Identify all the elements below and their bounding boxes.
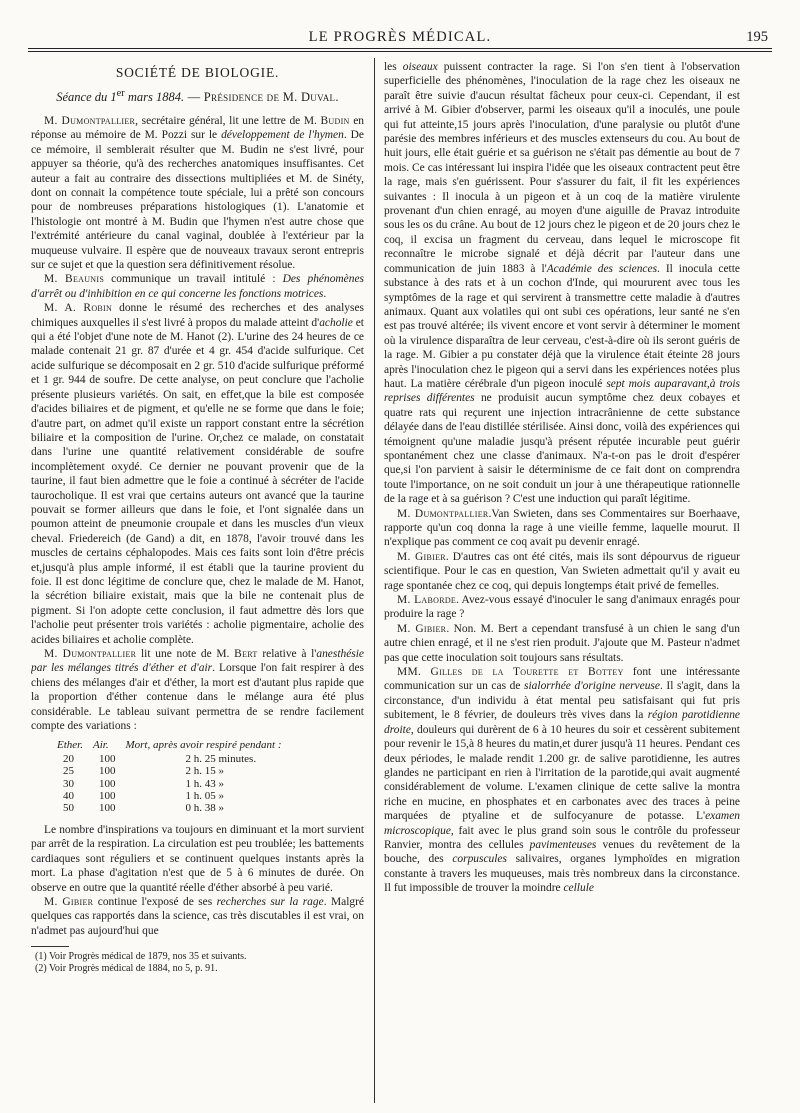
text-run: lit une note de M.: [136, 648, 235, 660]
table-row: [57, 778, 292, 790]
text-run: puissent contracter la rage. Si l'on s'en tient à l'observation superficielle des phénomènes, l'inoculation de la rage chez les oiseaux ne paraît être suivie d'aucun résultat fâcheux pour ceux-ci. Cependant, il est arrivé à M. Gibier d'observer, parmi les oiseaux qu'il a inoculés, une poule qui fut atteinte,15 jours après l'inoculation, d'une paralysie ou plutôt d'une parésie des membres inférieurs et des muscles extenseurs du cou. Au bout de huit jours, elle était guérie et sa guérison ne s'était pas démentie au bout de 7 mois. Ce cas intéressant lui inspira l'idée que les oiseaux contractent peut être la rage, mais s'en guérissent. Pour s'assurer du fait, il fit les expériences suivantes : Il inocula à un pigeon et à un coq de la matière virulente provenant d'un chien enragé, au moyen d'une aiguille de Pravaz introduite sous les os du crâne. Au bout de 12 jours chez le pigeon et de 20 jours chez le coq, il excisa un fragment du cerveau, dans lequel le microscope fit reconnaître le microbe signalé et déjà décrit par l'auteur dans une communication de juin 1883 à l': [384, 61, 740, 275]
paragraph-dumontpallier-swieten: [384, 507, 740, 550]
speaker-name: M. Laborde: [397, 594, 457, 607]
text-run: .: [323, 287, 327, 300]
text-run: . Lorsque l'on fait respirer à des chiens des mélanges d'air et d'éther, la mort est d'autant plus rapide que la proportion d'éther contenue dans le mélange aura été plus considérable. Le tableau suivant permettra de se rendre facilement compte des variations :: [31, 662, 364, 733]
table-cell: 100: [98, 777, 116, 790]
seance-line: [31, 87, 364, 105]
seance-date: mars 1884.: [124, 90, 185, 105]
text-run: , secrétaire général, lit une lettre de M.: [135, 114, 321, 127]
italic-term: oiseaux: [402, 61, 438, 73]
text-run: . Il s'agit, dans la circonstance, d'un individu à état mental peu satisfaisant qui fut pris subitement, le 8 février, de douleurs très vives dans la: [384, 680, 740, 722]
paragraph-sialorrhee: [384, 665, 740, 896]
text-run: . Malgré quelques cas rapportés dans la science, cas très discutables il est vrai, on n'admet pas aujourd'hui que: [31, 895, 364, 937]
text-run: en réponse au mémoire de M. Pozzi sur le: [31, 114, 364, 142]
italic-term: région parotidienne droite: [384, 709, 740, 736]
table-cell: 100: [98, 790, 116, 803]
table-cell: 40: [63, 790, 74, 803]
section-title: SOCIÉTÉ DE BIOLOGIE.: [115, 65, 280, 80]
speaker-name: M. Gibier: [44, 895, 94, 908]
text-run: , fait avec le plus grand soin sous le contrôle du professeur Ranvier, montra des cellules: [384, 824, 740, 851]
speaker-name: M. Gibier: [397, 622, 447, 635]
table-cell: 50: [63, 802, 74, 815]
italic-title: développement de l'hymen: [221, 129, 344, 142]
speaker-name: MM. Gilles de la Tourette et Bottey: [397, 666, 624, 679]
paragraph-gibier-reply: [384, 550, 740, 593]
text-run: continue l'exposé de ses: [93, 895, 217, 908]
table-cell: 2 h. 25 minutes.: [185, 752, 257, 765]
text-run: . D'autres cas ont été cités, mais ils sont dépourvus de rigueur scientifique. Pour le cas en question, Van Swieten admettait qu'il y avait eu rage spontanée chez ce coq, qui depuis longtemps était privé de femelles.: [384, 550, 740, 592]
paragraph-beaunis: [31, 272, 364, 301]
paragraph-dumontpallier-budin: [31, 114, 364, 272]
table-cell: 0 h. 38 »: [185, 802, 224, 815]
page-number: 195: [746, 29, 768, 45]
italic-term: examen microscopique: [384, 810, 740, 837]
ether-table: [57, 739, 292, 814]
speaker-name: M. Dumontpallier: [44, 114, 136, 127]
text-run: salivaires, organes lymphoïdes en migration constante à travers les muqueuses, mais très nombreux dans la circonstance. Il fut impossible de trouver la moindre: [384, 853, 740, 895]
table-row: [57, 790, 292, 802]
table-header-row: [57, 739, 292, 752]
paragraph-dumontpallier-bert: [31, 647, 364, 733]
text-run: venues du revêtement de la bouche, des: [384, 838, 740, 866]
speaker-name: M. Dumontpallier: [44, 648, 137, 660]
footnote-1: (1) Voir Progrès médical de 1879, nos 35 et suivants.: [35, 951, 247, 963]
speaker-name: M. A. Robin: [44, 302, 113, 315]
italic-term: corpuscules: [452, 853, 507, 866]
table-cell: 100: [98, 765, 116, 778]
paragraph-gibier-rage: [31, 895, 364, 938]
seance-prefix: Séance du 1: [56, 90, 117, 105]
paragraph-rage-oiseaux: [384, 60, 740, 507]
table-cell: 100: [98, 802, 116, 815]
italic-term: Académie des sciences: [546, 262, 658, 275]
text-run: les: [384, 61, 403, 73]
table-header: Ether.: [57, 739, 83, 752]
text-run: donne le résumé des recherches et des analyses chimiques auxquelles il s'est livré à propos du malade atteint d': [31, 302, 364, 329]
italic-title: anesthésie par les mélanges titrés d'éther et d'air: [31, 648, 364, 675]
table-cell: 100: [98, 752, 116, 765]
left-column: [31, 60, 364, 1100]
paragraph-laborde: [384, 593, 740, 622]
table-header: Mort, après avoir respiré pendant :: [125, 739, 282, 752]
italic-term: acholie: [319, 316, 353, 329]
text-run: relative à l': [257, 648, 317, 660]
speaker-name: M. Gibier: [397, 550, 446, 563]
table-row: [57, 753, 292, 765]
paragraph-inspirations: Le nombre d'inspirations va toujours en diminuant et la mort survient par arrêt de la respiration. La circulation est peu troublée; les battements cardiaques sont réguliers et se continuent quelques instants après la mort. La phase d'agitation n'est que de 5 à 6 minutes de durée. On observe en outre que la quantité réelle d'éther absorbé à peu varié.: [31, 823, 364, 894]
header-rule-thick: [28, 48, 772, 49]
table-cell: 2 h. 15 »: [185, 765, 224, 778]
text-run: . Avez-vous essayé d'inoculer le sang d'animaux enragés pour produire la rage ?: [384, 594, 740, 621]
table-cell: 30: [63, 777, 74, 790]
italic-term: sept mois auparavant,à trois reprises différentes: [384, 377, 740, 405]
paragraph-robin: [31, 301, 364, 647]
table-cell: 1 h. 05 »: [185, 790, 224, 803]
table-header: Air.: [92, 739, 109, 752]
italic-title: recherches sur la rage: [216, 895, 324, 908]
table-cell: 20: [63, 752, 74, 765]
person-name: Budin: [320, 114, 350, 127]
text-run: communique un travail intitulé :: [104, 273, 283, 286]
table-cell: 25: [63, 765, 74, 778]
text-run: , douleurs qui durèrent de 6 à 10 heures du soir et cessèrent subitement pour revenir le 15,à 8 heures du matin,et durer jusqu'à 11 heures. Pendant ces deux périodes, le malade rendit 1.200 gr. de salive parotidienne, les autres glandes ne participant en rien à l'irritation de la parotide,qui avait augmenté considérablement de volume. L'examen clinique de cette salive la montra riche en mucine, en phosphates et en carbonates avec des traces à peine marquées de ptyaline et de sulfocyanure de potasse. L': [384, 723, 740, 823]
italic-term: cellule: [563, 882, 594, 895]
running-title: LE PROGRÈS MÉDICAL.: [308, 29, 492, 45]
table-row: [57, 765, 292, 777]
italic-title: Des phénomènes d'arrêt ou d'inhibition en ce qui concerne les fonctions motrices: [31, 273, 364, 300]
text-run: . Non. M. Bert a cependant transfusé à un chien le sang d'un autre chien enragé, et il ne s'est rien produit. J'ajoute que M. Pasteur n'admet pas que cette inoculation soit toujours sans résultats.: [384, 622, 740, 664]
footnote-2: (2) Voir Progrès médical de 1884, no 5, p. 91.: [35, 963, 218, 975]
italic-title: sialorrhée d'origine nerveuse: [524, 680, 660, 693]
right-column: [384, 60, 740, 1105]
text-run: et qui a été l'objet d'une note de M. Hanot (2). L'urine des 24 heures de ce malade contenait 21 gr. 87 d'urée et 4 gr. 454 d'acide sulfurique. Cet acide sulfurique se décomposait en 2 gr. 510 d'acide sulfurique préformé et 1 gr. 944 de soufre. De cette analyse, on peut conclure que l'acholie présente plusieurs variétés. On sait, en effet,que la bile est composée d'acides biliaires et de pigment, et qu'elle ne se forme que dans le foie; d'autre part, on admet qu'il existe un rapport constant entre la sécrétion biliaire et la composition de l'urine. Or,chez ce malade, on constatait dans l'urine une quantité relativement considérable de soufre incomplètement oxydé. Ce dernier ne pouvant provenir que de la taurine, il faut bien admettre que le foie a continué à sécréter de l'acide taurocholique. Il est vrai que certains auteurs ont avancé que la taurine pouvait se former ailleurs que dans le foie, et l'ont signalée dans un poumon atteint de pneumonie croupale et dans les muscles d'un vieux cheval. Friedereich (de Gand) a dit, en 1878, l'avoir trouvé dans les muscles de certains céphalopodes. Mais ces faits sont loin d'être précis et,jusqu'à plus ample informé, il est établi que la taurine provient du foie. Il est donc légitime de conclure que, chez le malade de M. Hanot, la sécrétion biliaire existait, mais que la bile ne contenait plus de pigment. Si l'on adopte cette conclusion, il faut admettre dès lors que l'acholie peut présenter trois variétés : acholie pigmentaire, acholie des acides biliaires et acholie complète.: [31, 316, 364, 646]
text-run: .Van Swieten, dans ses Commentaires sur Boerhaave, rapporte qu'un coq donna la rage à une vieille femme, laquelle mourut. Il n'explique pas comment ce coq avait pu devenir enragé.: [384, 507, 740, 549]
text-run: font une intéressante communication sur un cas de: [384, 666, 740, 693]
seance-sup: er: [116, 88, 125, 100]
speaker-name: M. Dumontpallier: [397, 507, 489, 520]
table-row: [57, 802, 292, 814]
running-header: [28, 20, 772, 50]
header-rule-thin: [28, 51, 772, 52]
italic-term: pavimenteuses: [529, 838, 597, 851]
paragraph-gibier-bert: [384, 622, 740, 665]
speaker-name: M. Beaunis: [44, 273, 105, 286]
text-run: . Il inocula cette substance à des rats et à un cochon d'Inde, qui moururent avec tous les symptômes de la rage et qui servirent à transmettre cette maladie à d'autres animaux. Quant aux volatiles qui ont subi ces opérations, leur santé ne s'en est pas trouvé altérée; ils vivent encore et vont servir à déterminer le moment où la virulence disparaîtra de leur cerveau, c'est-à-dire où ils seront guéris de la rage. M. Gibier a pu constater déjà que la virulence était éteinte 28 jours après l'inoculation chez le pigeon qui a servi dans les expériences notées plus haut. La matière cérébrale d'un pigeon inoculé: [384, 262, 740, 390]
column-separator: [374, 58, 375, 1103]
presidence: — Présidence de M. Duval.: [184, 90, 339, 105]
footnote-rule: [31, 946, 69, 947]
text-run: . De ce mémoire, il semblerait résulter que M. Budin ne s'est livré, pour appuyer sa théorie, qu'à des recherches anatomiques insuffisantes. Cet auteur a fait au contraire des dissections multipliées et M. de Sinéty, dont on connait la compétence toute spéciale, lui a prêté son concours pour de nombreuses préparations histologiques (1). L'anatomie et l'histologie ont montré à M. Budin que l'hymen n'est autre chose que l'extrémité antérieure du canal vaginal, doublée à l'extérieur par la muqueuse vulvaire. Il espère que de nouveaux travaux seront entrepris sur ce sujet et que la question sera définitivement résolue.: [31, 129, 364, 272]
table-cell: 1 h. 43 »: [185, 777, 224, 790]
person-name: Bert: [234, 648, 258, 660]
text-run: ne produisit aucun symptôme chez deux cobayes et quatre rats qui reçurent une injection intracrânienne de cette substance délayée dans de l'eau distillée stérilisée. Ainsi donc, voilà des expériences qui témoignent qu'une maladie jusqu'à présent réputée incurable peut guérir spontanément chez une classe d'animaux. N'a-t-on pas le droit d'espérer que,si l'on parvient à saisir le déterminisme de ce fait dont on comprendra toute l'importance, on ne soit conduit un jour à une thérapeutique rationnelle de la rage et à sa guérison ? C'est une induction qui paraît légitime.: [384, 392, 740, 506]
